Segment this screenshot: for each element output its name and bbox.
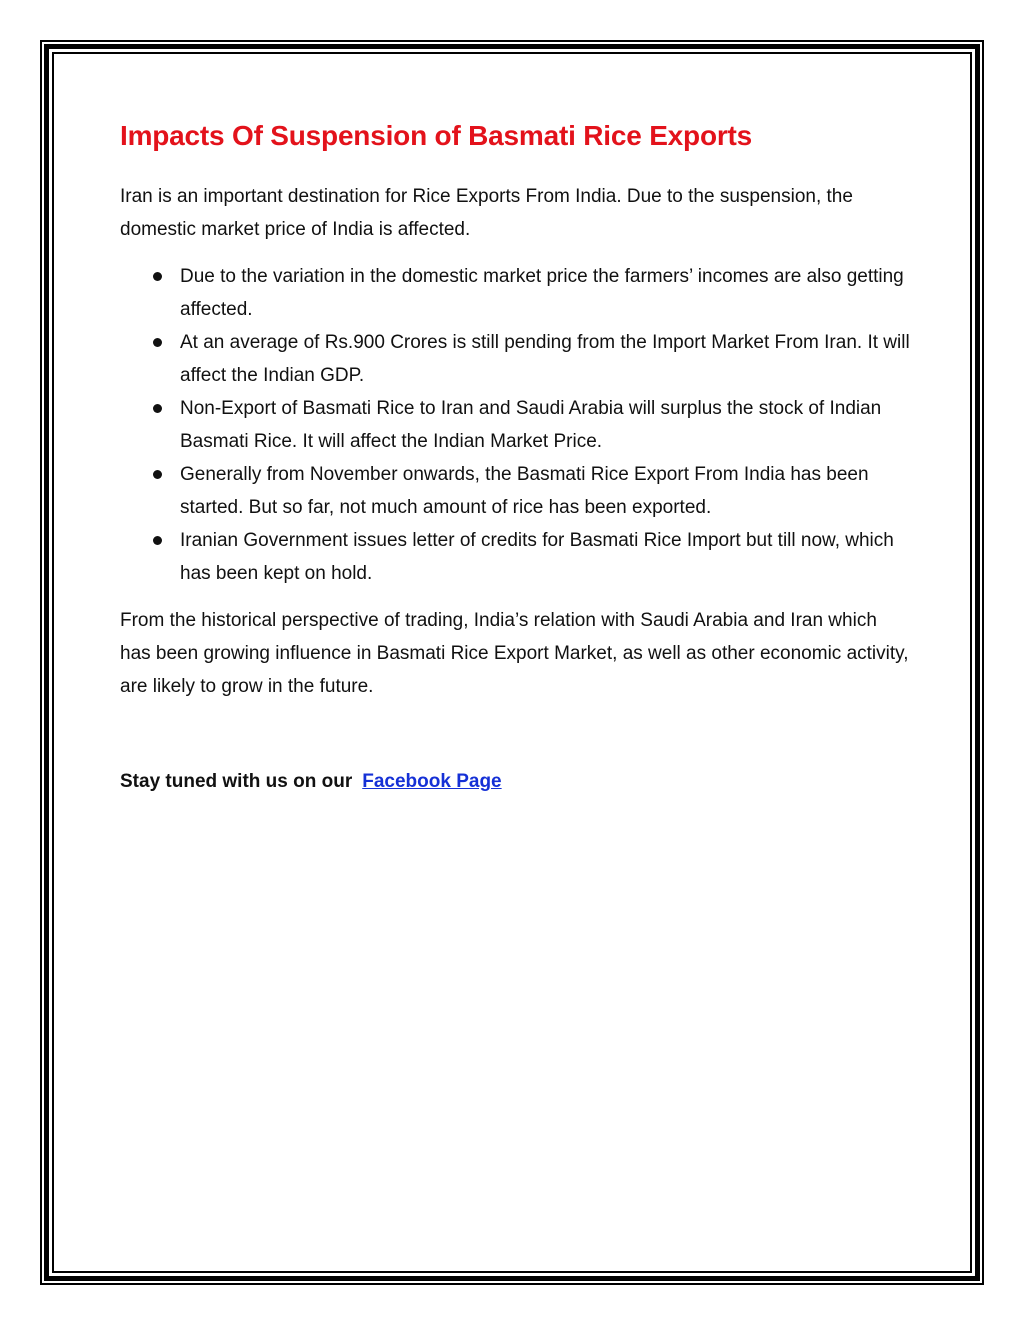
list-item-text: Non-Export of Basmati Rice to Iran and Saudi Arabia will surplus the stock of Indian Basmati Rice. It will affect the Indian Market Price. [180,398,882,453]
intro-paragraph: Iran is an important destination for Rice Exports From India. Due to the suspension, the domestic market price of India is affected. [120,186,853,241]
conclusion-paragraph: From the historical perspective of trading, India’s relation with Saudi Arabia and Iran which has been growing influence in Basmati Rice Export Market, as well as other economic activity, are likely to grow in the future. [120,610,909,698]
bullet-icon [153,272,162,281]
list-item [180,458,910,524]
bullet-icon [153,338,162,347]
bullet-icon [153,470,162,479]
list-item-text: Due to the variation in the domestic market price the farmers’ incomes are also getting affected. [180,266,904,321]
document-body [120,118,910,798]
list-item [180,524,910,590]
social-cta [120,765,910,798]
list-item [180,326,910,392]
document-title: Impacts Of Suspension of Basmati Rice Exports [120,120,753,151]
list-item-text: Iranian Government issues letter of credits for Basmati Rice Import but till now, which has been kept on hold. [180,530,894,585]
list-item [180,260,910,326]
list-item-text: Generally from November onwards, the Basmati Rice Export From India has been started. But so far, not much amount of rice has been exported. [180,464,869,519]
bullet-icon [153,536,162,545]
bullet-icon [153,404,162,413]
impact-list [120,260,910,590]
cta-text: Stay tuned with us on our [120,771,353,793]
list-item [180,392,910,458]
list-item-text: At an average of Rs.900 Crores is still pending from the Import Market From Iran. It will affect the Indian GDP. [180,332,910,387]
facebook-page-link[interactable]: Facebook Page [362,771,502,793]
